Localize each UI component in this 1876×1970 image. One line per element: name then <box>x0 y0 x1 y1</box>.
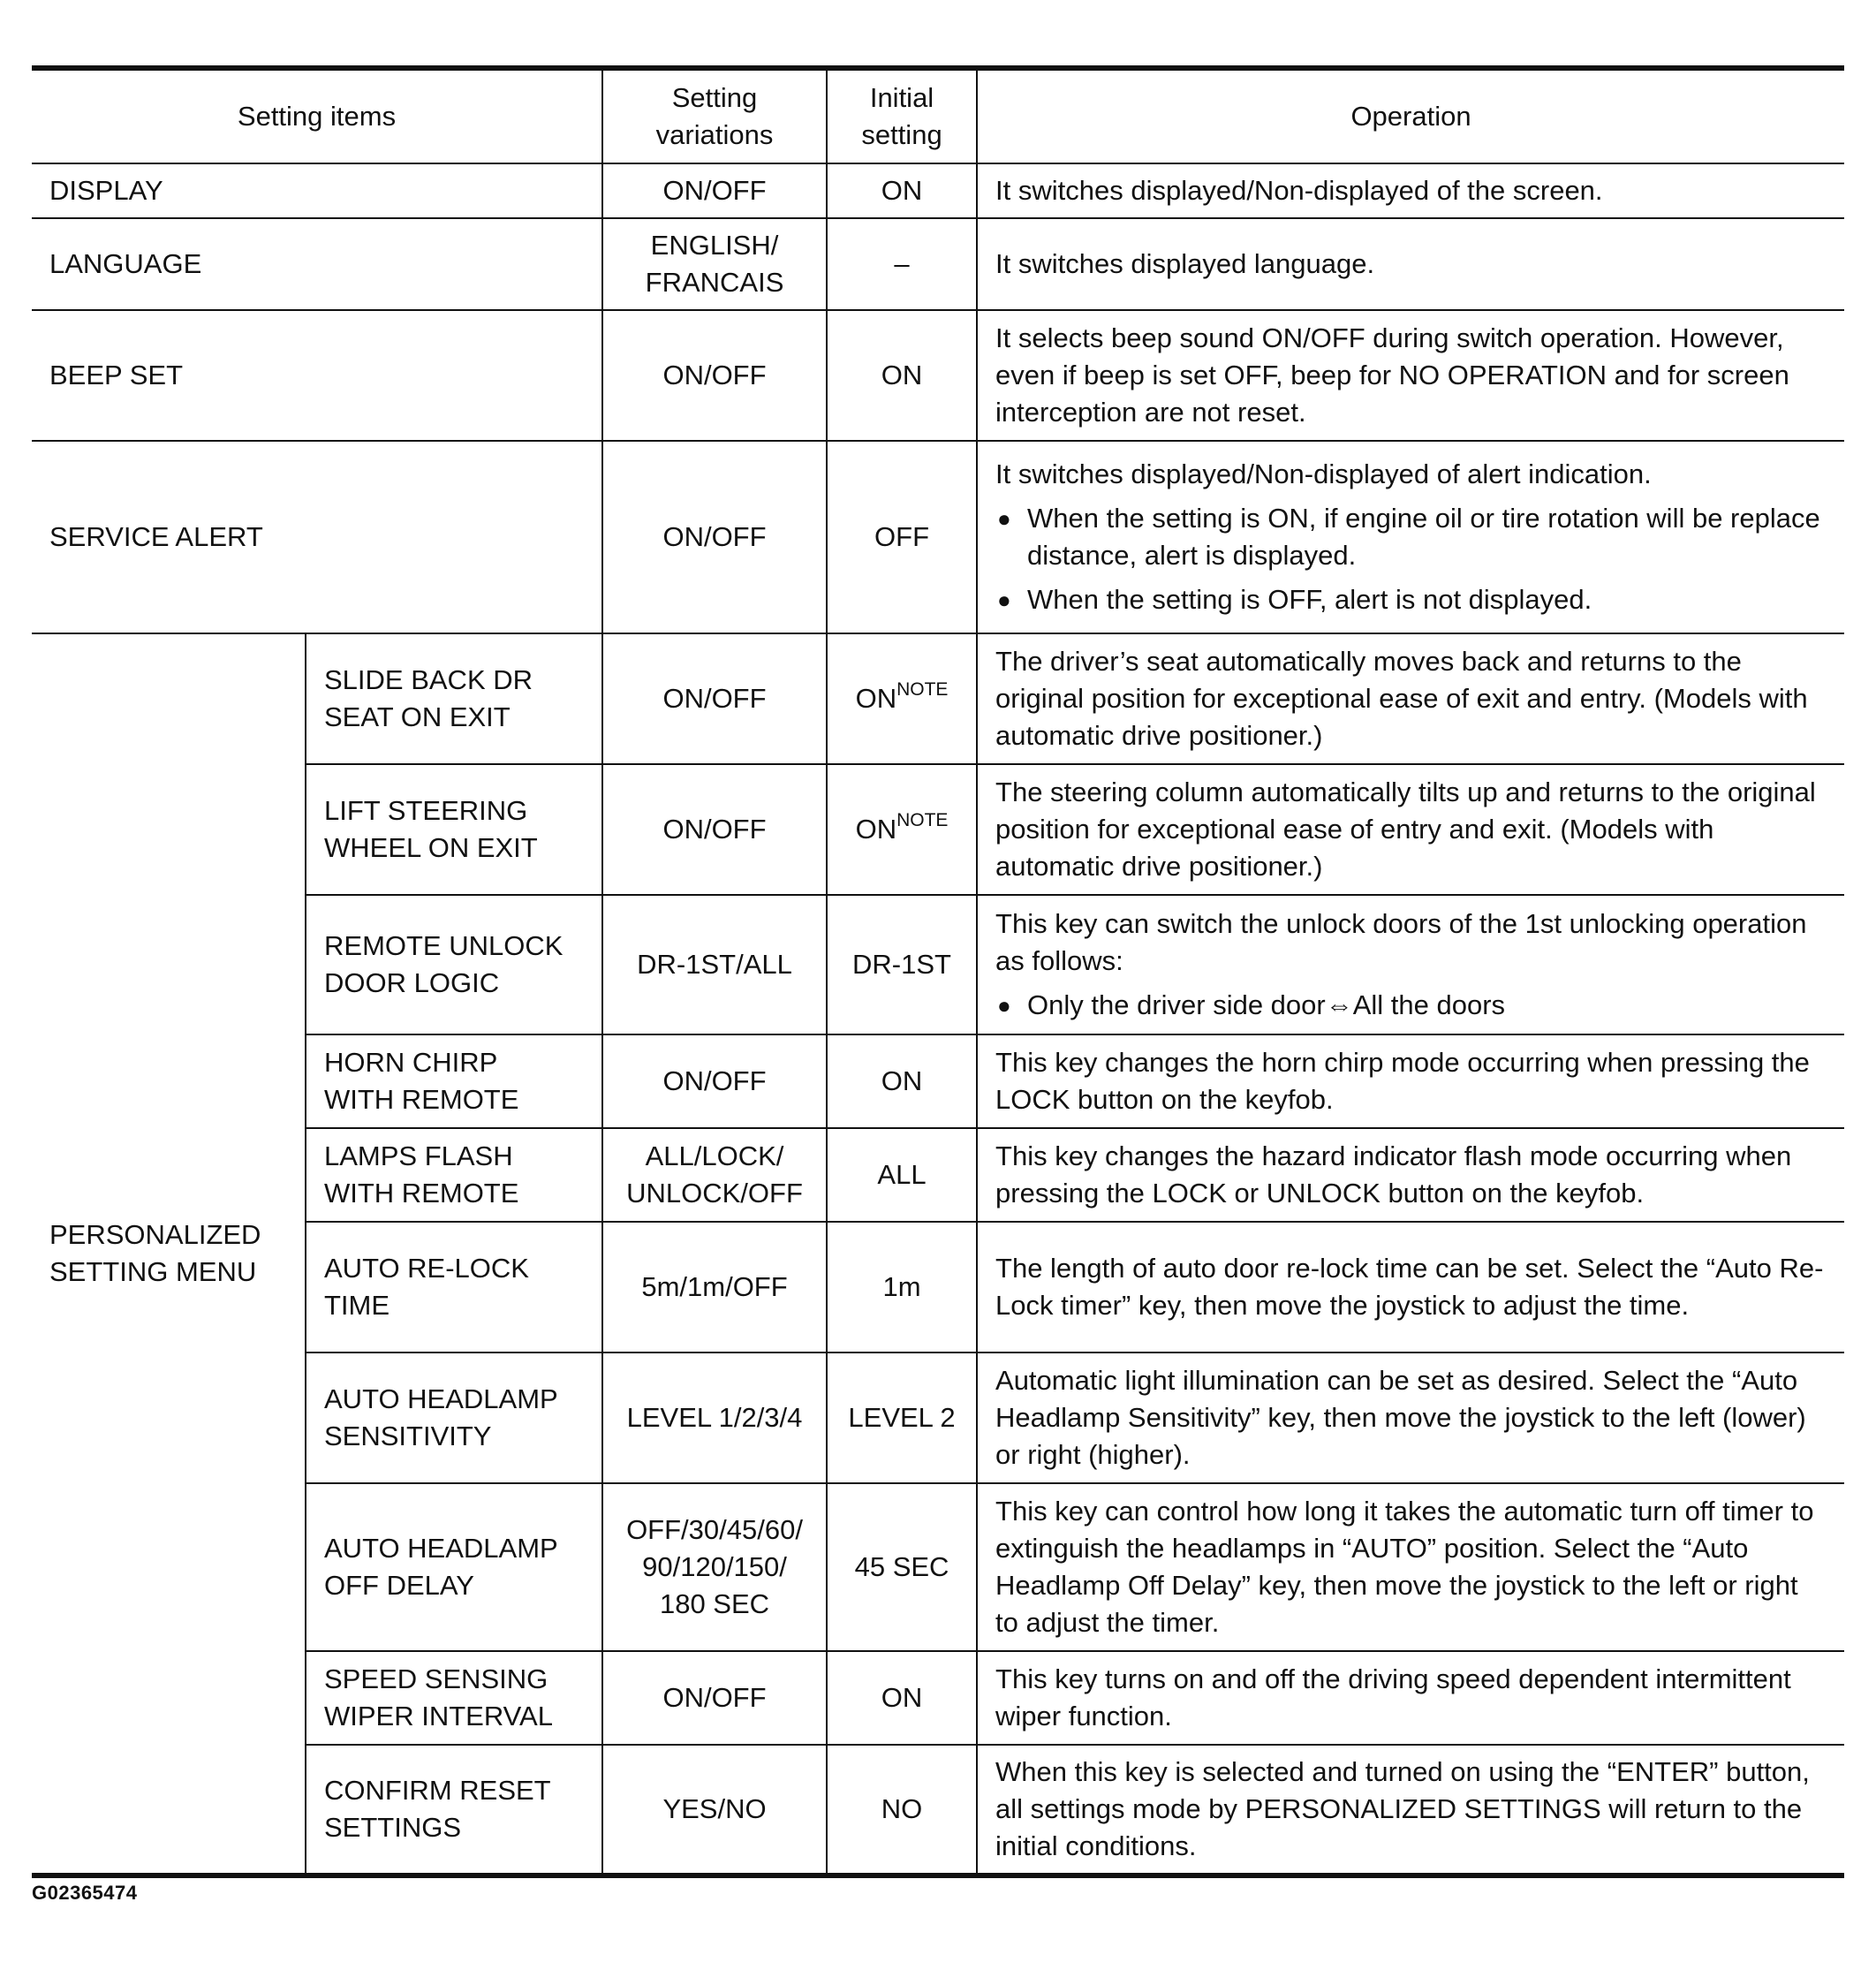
setting-variations: ENGLISH/ FRANCAIS <box>602 218 827 310</box>
operation: When this key is selected and turned on using the “ENTER” button, all settings mode by PERSONALIZED SETTINGS will return to the initial conditions. <box>977 1745 1844 1875</box>
operation: The driver’s seat automatically moves back and returns to the original position for exceptional ease of exit and entry. (Models with automatic drive positioner.) <box>977 633 1844 764</box>
operation: This key can switch the unlock doors of the 1st unlocking operation as follows: <box>995 908 1807 976</box>
setting-variations: 5m/1m/OFF <box>602 1222 827 1352</box>
header-initial-setting: Initial setting <box>827 68 977 163</box>
setting-variations: DR-1ST/ALL <box>602 895 827 1034</box>
note-reference: NOTE <box>896 679 949 700</box>
setting-item: SPEED SENSING WIPER INTERVAL <box>306 1651 602 1745</box>
operation: It switches displayed/Non-displayed of the screen. <box>977 163 1844 218</box>
setting-item: AUTO RE-LOCK TIME <box>306 1222 602 1352</box>
bullet-list <box>995 987 1827 1024</box>
initial-setting: ALL <box>827 1128 977 1222</box>
setting-item: AUTO HEADLAMP OFF DELAY <box>306 1483 602 1651</box>
initial-setting: OFF <box>827 441 977 633</box>
operation: The length of auto door re-lock time can be set. Select the “Auto Re-Lock timer” key, then move the joystick to adjust the time. <box>977 1222 1844 1352</box>
bullet-item: ● When the setting is OFF, alert is not displayed. <box>995 581 1827 618</box>
initial-setting: ON <box>827 1651 977 1745</box>
table-row <box>32 310 1844 441</box>
setting-variations: ON/OFF <box>602 441 827 633</box>
note-reference: NOTE <box>896 810 949 830</box>
initial-setting: ON <box>827 310 977 441</box>
operation-cell <box>977 441 1844 633</box>
table-row <box>32 441 1844 633</box>
initial-setting: DR-1ST <box>827 895 977 1034</box>
operation: It switches displayed/Non-displayed of alert indication. <box>995 458 1652 489</box>
setting-item: BEEP SET <box>32 310 602 441</box>
operation: The steering column automatically tilts up and returns to the original position for exceptional ease of entry and exit. (Models with automatic drive positioner.) <box>977 764 1844 895</box>
setting-item: SLIDE BACK DR SEAT ON EXIT <box>306 633 602 764</box>
initial-setting-cell <box>827 633 977 764</box>
setting-item: DISPLAY <box>32 163 602 218</box>
header-row <box>32 68 1844 163</box>
setting-item: LANGUAGE <box>32 218 602 310</box>
initial-setting: 45 SEC <box>827 1483 977 1651</box>
setting-variations: ON/OFF <box>602 163 827 218</box>
table-row <box>32 633 1844 764</box>
operation: This key can control how long it takes the automatic turn off timer to extinguish the headlamps in “AUTO” position. Select the “Auto Headlamp Off Delay” key, then move the joystick to the left or right to adjust the timer. <box>977 1483 1844 1651</box>
initial-setting: LEVEL 2 <box>827 1352 977 1483</box>
operation: It switches displayed language. <box>977 218 1844 310</box>
bullet-item: ● When the setting is ON, if engine oil or tire rotation will be replace distance, alert is displayed. <box>995 500 1827 574</box>
figure-id: G02365474 <box>32 1882 138 1904</box>
table-row <box>32 218 1844 310</box>
bullet-list <box>995 500 1827 618</box>
setting-item: HORN CHIRP WITH REMOTE <box>306 1034 602 1128</box>
setting-variations: LEVEL 1/2/3/4 <box>602 1352 827 1483</box>
setting-variations: ON/OFF <box>602 1034 827 1128</box>
operation: Automatic light illumination can be set as desired. Select the “Auto Headlamp Sensitivity” key, then move the joystick to the left (lower) or right (higher). <box>977 1352 1844 1483</box>
setting-variations: ON/OFF <box>602 310 827 441</box>
setting-item: SERVICE ALERT <box>32 441 602 633</box>
table-row <box>32 163 1844 218</box>
setting-variations: ON/OFF <box>602 633 827 764</box>
bullet-item: ● Only the driver side door⇔All the doors <box>995 987 1827 1024</box>
setting-variations: OFF/30/45/60/ 90/120/150/ 180 SEC <box>602 1483 827 1651</box>
operation-cell <box>977 895 1844 1034</box>
settings-table <box>32 65 1844 1878</box>
setting-variations: ON/OFF <box>602 1651 827 1745</box>
setting-item: LAMPS FLASH WITH REMOTE <box>306 1128 602 1222</box>
setting-item: AUTO HEADLAMP SENSITIVITY <box>306 1352 602 1483</box>
initial-setting: ON <box>855 683 897 714</box>
operation: This key changes the horn chirp mode occurring when pressing the LOCK button on the keyfob. <box>977 1034 1844 1128</box>
initial-setting: ON <box>827 1034 977 1128</box>
setting-item: CONFIRM RESET SETTINGS <box>306 1745 602 1875</box>
personalized-group-label: PERSONALIZED SETTING MENU <box>32 633 306 1875</box>
initial-setting-cell <box>827 764 977 895</box>
setting-item: LIFT STEERING WHEEL ON EXIT <box>306 764 602 895</box>
initial-setting: ON <box>827 163 977 218</box>
header-setting-variations: Setting variations <box>602 68 827 163</box>
operation: It selects beep sound ON/OFF during switch operation. However, even if beep is set OFF, beep for NO OPERATION and for screen interception are not reset. <box>977 310 1844 441</box>
initial-setting: ON <box>855 814 897 845</box>
operation: This key turns on and off the driving speed dependent intermittent wiper function. <box>977 1651 1844 1745</box>
operation: This key changes the hazard indicator flash mode occurring when pressing the LOCK or UNLOCK button on the keyfob. <box>977 1128 1844 1222</box>
setting-variations: ALL/LOCK/ UNLOCK/OFF <box>602 1128 827 1222</box>
initial-setting: NO <box>827 1745 977 1875</box>
header-setting-items: Setting items <box>32 68 602 163</box>
setting-variations: ON/OFF <box>602 764 827 895</box>
setting-variations: YES/NO <box>602 1745 827 1875</box>
header-operation: Operation <box>977 68 1844 163</box>
initial-setting: 1m <box>827 1222 977 1352</box>
initial-setting: – <box>827 218 977 310</box>
setting-item: REMOTE UNLOCK DOOR LOGIC <box>306 895 602 1034</box>
